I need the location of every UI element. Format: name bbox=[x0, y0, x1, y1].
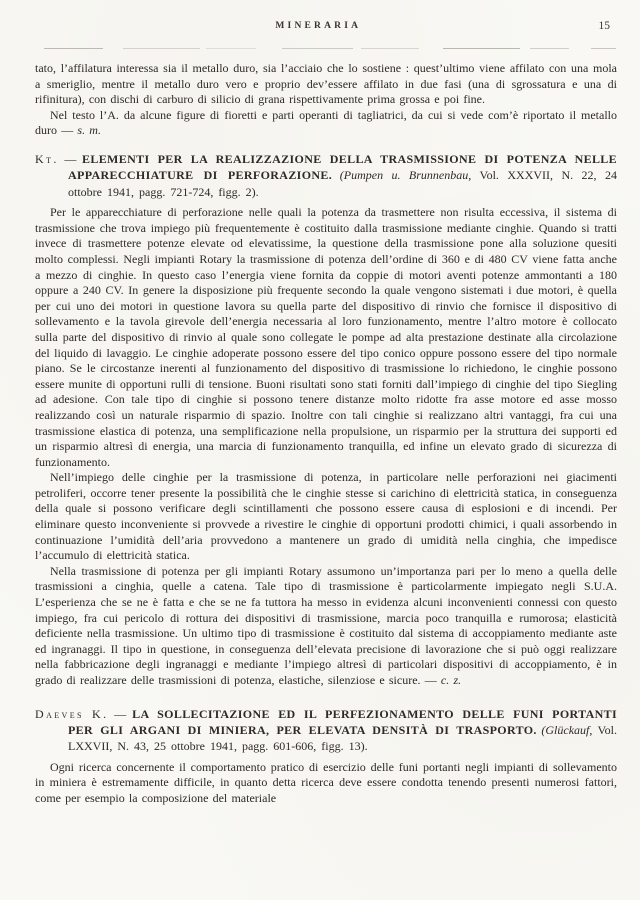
paragraph-text: Nella trasmissione di potenza per gli impianti Rotary assumono un’importanza pari per lo meno a quella delle trasmissioni a cinghia, quelle a catena. Tale tipo di trasmissione è particolarmente impiegato negli S.U.A. L’esperienza che se ne è fatta e che se ne fa tuttora ha messo in evidenza alcuni inconvenienti connessi con questo impiego, fra cui pericolo di rottura dei dispositivi di trasmissione, marcia poco tranquilla e rumorosa; elasticità deficiente nella trasmissione. Un ultimo tipo di trasmissione è costituito dal sistema di accoppiamento mediante aste ed ingranaggi. Il tipo in questione, in conseguenza dell’elevata precisione di lavorazione che si può oggi realizzare nella fabbricazione degli ingranaggi e mediante l’impiego altresì di particolari dispositivi di accoppiamento, è in grado di realizzare delle trasmissioni di potenza, elastiche, silenziose e sicure. — bbox=[35, 563, 617, 687]
reference-details: , Vol. XXXVII, N. 22, 24 ottobre 1941, pagg. 721-724, figg. 2). bbox=[68, 168, 617, 199]
section-continuation bbox=[35, 61, 617, 139]
abstract-heading bbox=[35, 151, 617, 200]
paragraph: Per le apparecchiature di perforazione nelle quali la potenza da trasmettere non risulta eccessiva, il sistema di trasmissione che trova impiego più frequentemente è costituito dalla trasmissione mediante cinghie. Quando si tratti invece di trasmettere potenze elevate od elevatissime, la questione della trasmissione pone alla soluzione quesiti molto complessi. Negli impianti Rotary la trasmissione di potenza dell’ordine di 360 e di 480 CV viene fatta anche a mezzo di cinghie. In questo caso l’energia viene fornita da coppie di motori aventi potenze ammontanti a 180 oppure a 240 CV. In genere la disposizione più frequente secondo la quale vengono sistemati i due motori, è quella per cui uno dei motori in questione lavora su quella parte del dispositivo di rinvio che fornisce il dispositivo di sollevamento e la tavola girevole dell’energia necessaria al loro funzionamento, mentre l’altro motore è collocato sulla parte del dispositivo di rinvio al quale sono collegate le pompe ad alta prestazione destinate alla circolazione del liquido di lavaggio. Le cinghie adoperate possono essere del tipo conico oppure possono essere del tipo normale piano. Se le circostanze inerenti al funzionamento del dispositivo di trasmissione lo richiedono, le cinghie possono essere munite di opportuni rulli di tensione. Buoni risultati sono stati forniti dall’impiego di cinghie del tipo Siegling ad adesione. Con tale tipo di cinghie si possono tenere distanze molto ridotte fra asse motore ed asse mosso realizzando così un naturale risparmio di spazio. Inoltre con tali cinghie si realizzano altri vantaggi, fra cui una trasmissione elastica di potenza, una semplificazione nella propulsione, un risparmio per la struttura dei supporti ed un risparmio altresì di energia, una marcia di funzionamento tranquilla, ed infine un elevato grado di sicurezza di funzionamento. bbox=[35, 205, 617, 469]
rule-segment bbox=[530, 48, 569, 49]
header-rule bbox=[44, 47, 616, 49]
section-abstract-funi bbox=[35, 706, 617, 807]
page-header bbox=[0, 21, 640, 39]
paragraph bbox=[35, 108, 617, 139]
reviewer-initials: s. m. bbox=[77, 123, 101, 138]
dash: — bbox=[64, 151, 77, 166]
rule-segment bbox=[123, 48, 201, 49]
dash: — bbox=[114, 706, 127, 721]
rule-segment bbox=[361, 48, 418, 49]
journal-name: (Glückauf bbox=[541, 723, 590, 737]
abstract-author: Daeves K. bbox=[35, 706, 109, 721]
page-number: 15 bbox=[598, 20, 610, 32]
paragraph: tato, l’affilatura interessa sia il metallo duro, sia l’acciaio che lo sostiene : quest’ultimo viene affilato con una mola a smeriglio, mentre il metallo duro vero e proprio dev’essere affilato in due fasi (una di sgrossatura e una di rifinitura), con dischi di carburo di silicio di grana rispettivamente prima grossa e poi fine. bbox=[35, 61, 617, 107]
abstract-author: Kt. bbox=[35, 151, 59, 166]
abstract-title: ELEMENTI PER LA REALIZZAZIONE DELLA TRASMISSIONE DI POTENZA NELLE APPARECCHIATURE DI PERFORAZIONE. bbox=[68, 151, 618, 183]
paragraph: Nell’impiego delle cinghie per la trasmissione di potenza, in particolare nelle perforazioni nei giacimenti petroliferi, occorre tener presente la possibilità che le cinghie stesse si carichino di elettricità statica, in conseguenza della quale si possono verificare degli scintillamenti che possono essere causa di esplosioni e di incendi. Per eliminare questo inconveniente si provvede a rivestire le cinghie di opportuni prodotti chimici, i quali assorbendo in continuazione l’umidità dell’aria provvedono a mantenere un grado di umidità nella cinghia, che impedisce l’accumulo di elettricità statica. bbox=[35, 470, 617, 563]
abstract-heading bbox=[35, 706, 617, 755]
paragraph-text: Nel testo l’A. da alcune figure di fioretti e parti operanti di tagliatrici, da cui si vede com’è riportato il metallo duro — bbox=[35, 107, 617, 138]
rule-segment bbox=[443, 48, 521, 49]
paragraph bbox=[35, 564, 617, 689]
reference-details: , Vol. LXXVII, N. 43, 25 ottobre 1941, pagg. 601-606, figg. 13). bbox=[68, 723, 617, 754]
abstract-title: LA SOLLECITAZIONE ED IL PERFEZIONAMENTO DELLE FUNI PORTANTI PER GLI ARGANI DI MINIERA, PER ELEVATA DENSITÀ DI TRASPORTO. bbox=[68, 706, 617, 737]
paragraph: Ogni ricerca concernente il comportamento pratico di esercizio delle funi portanti negli impianti di sollevamento in miniera è estremamente difficile, in quanto detta ricerca deve essere condotta tenendo presenti numerosi fattori, come per esempio la composizione del materiale bbox=[35, 759, 617, 805]
rule-segment bbox=[206, 48, 255, 49]
page-body bbox=[35, 61, 617, 807]
rule-segment bbox=[44, 48, 103, 49]
journal-name: (Pumpen u. Brunnenbau bbox=[339, 168, 469, 183]
section-abstract-trasmissione bbox=[35, 151, 617, 689]
rule-segment bbox=[282, 48, 354, 49]
journal-title: MINERARIA bbox=[275, 21, 362, 31]
rule-segment bbox=[591, 48, 616, 49]
reviewer-initials: c. z. bbox=[440, 673, 462, 687]
